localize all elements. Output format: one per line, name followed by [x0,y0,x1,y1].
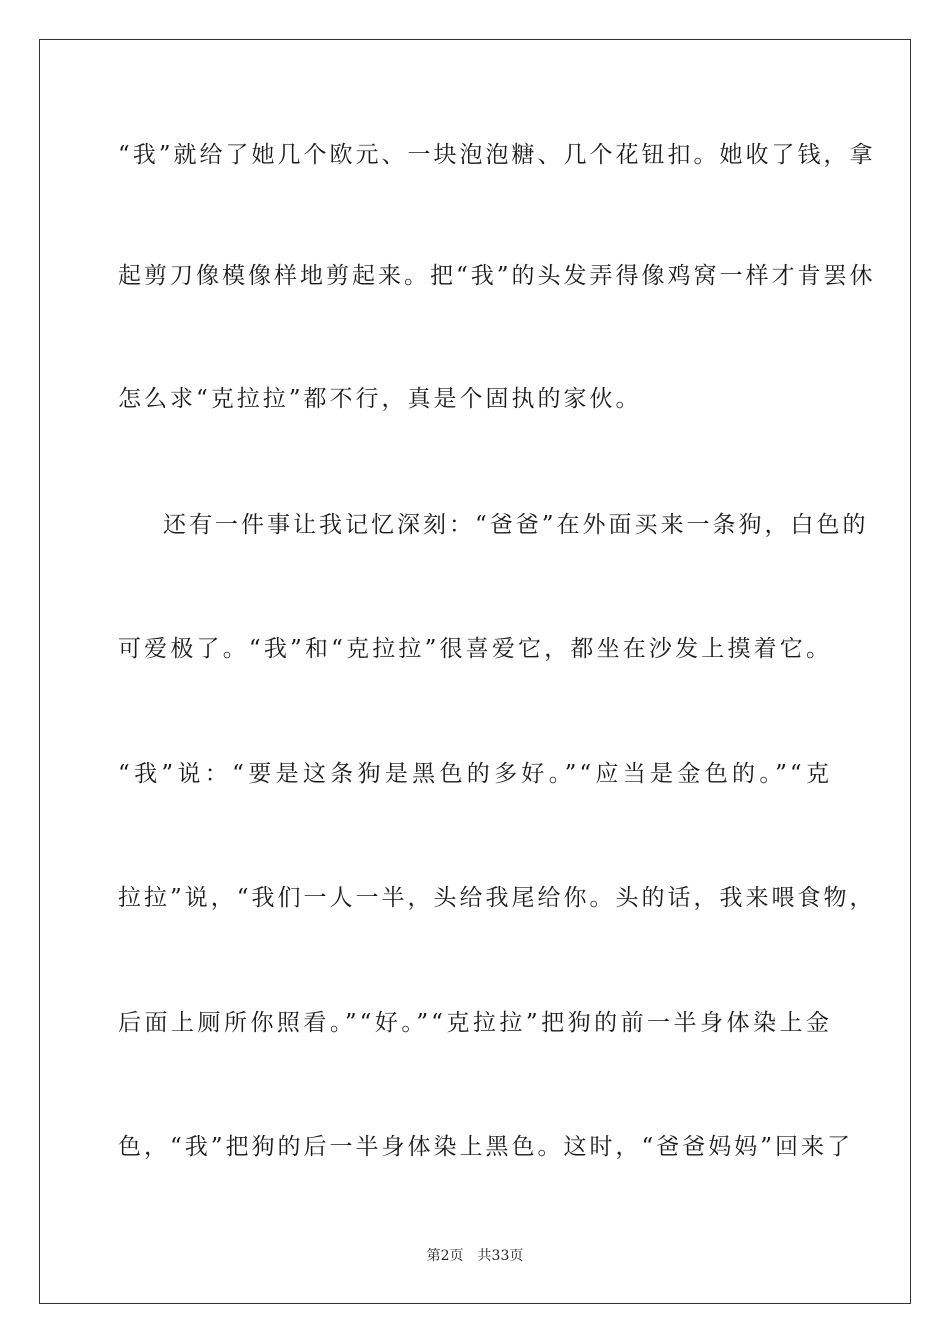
text-line-7: 拉拉”说，“我们一人一半，头给我尾给你。头的话，我来喂食物， [118,885,876,911]
page-number: 第2页 [426,1248,464,1264]
page-frame [39,39,911,1304]
text-line-1: “我”就给了她几个欧元、一块泡泡糖、几个花钮扣。她收了钱，拿 [118,142,876,168]
page-footer [0,1246,950,1266]
text-line-8: 后面上厕所你照看。”“好。”“克拉拉”把狗的前一半身体染上金 [118,1010,832,1036]
text-line-6: “我”说：“要是这条狗是黑色的多好。”“应当是金色的。”“克 [118,761,832,787]
text-line-5: 可爱极了。“我”和“克拉拉”很喜爱它，都坐在沙发上摸着它。 [118,636,832,662]
total-pages: 共33页 [477,1248,524,1264]
text-line-3: 怎么求“克拉拉”都不行，真是个固执的家伙。 [118,386,642,412]
text-line-4: 还有一件事让我记忆深刻：“爸爸”在外面买来一条狗，白色的 [163,512,869,538]
text-line-9: 色，“我”把狗的后一半身体染上黑色。这时，“爸爸妈妈”回来了 [118,1134,854,1160]
text-line-2: 起剪刀像模像样地剪起来。把“我”的头发弄得像鸡窝一样才肯罢休 [118,263,876,289]
